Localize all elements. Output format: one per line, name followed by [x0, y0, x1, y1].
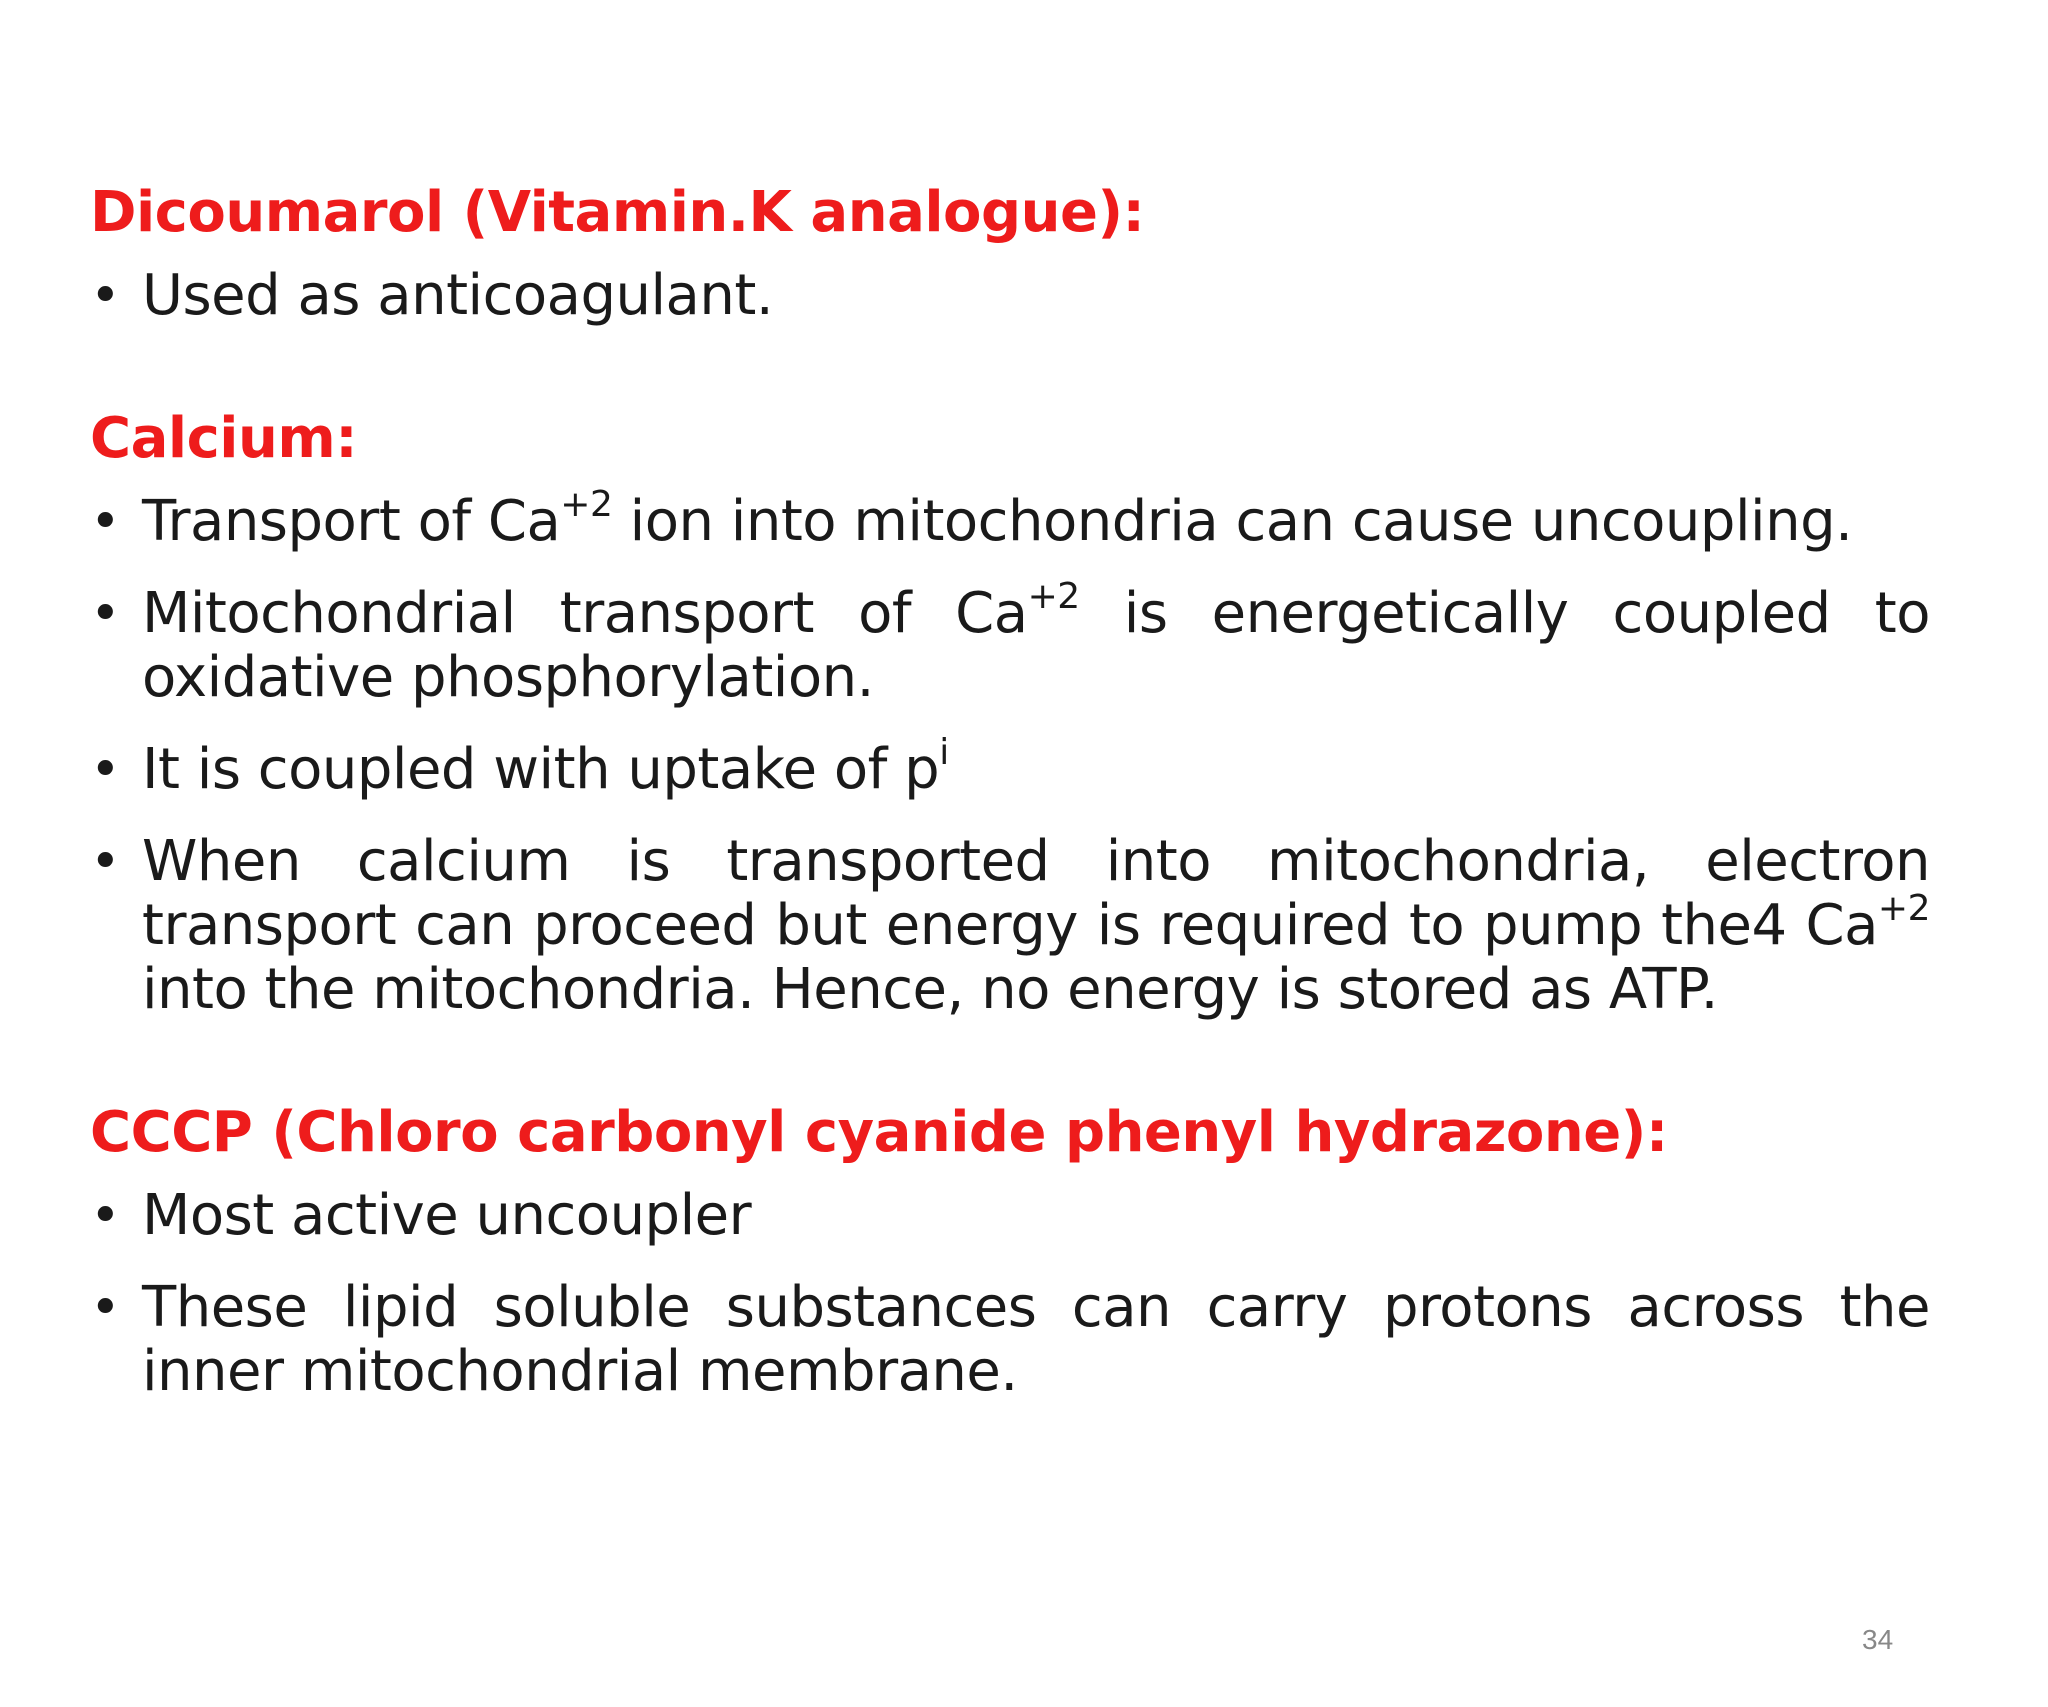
- bullet-text-post: ion into mitochondria can cause uncoupling.: [612, 489, 1853, 554]
- bullet-text: These lipid soluble substances can carry protons across the inner mitochondrial membrane.: [142, 1275, 1930, 1404]
- bullet-item: [90, 1184, 1930, 1248]
- section-dicoumarol: [90, 178, 1930, 328]
- superscript: +2: [1027, 576, 1080, 617]
- section-heading: Calcium:: [90, 406, 358, 471]
- bullet-marker: •: [90, 1278, 121, 1338]
- bullet-text: Used as anticoagulant.: [142, 263, 774, 328]
- slide-content: [90, 178, 1930, 1432]
- superscript: +2: [1877, 888, 1930, 929]
- bullet-item: [90, 732, 1930, 802]
- bullet-item: [90, 1276, 1930, 1404]
- bullet-text-post: into the mitochondria. Hence, no energy is stored as ATP.: [142, 957, 1718, 1022]
- bullet-text-pre: Transport of Ca: [142, 489, 561, 554]
- bullet-list: [90, 1184, 1930, 1404]
- bullet-text: Most active uncoupler: [142, 1183, 752, 1248]
- bullet-text-pre: Mitochondrial transport of Ca: [142, 581, 1028, 646]
- bullet-item: [90, 264, 1930, 328]
- section-calcium: [90, 404, 1930, 1022]
- bullet-marker: •: [90, 492, 121, 552]
- bullet-marker: •: [90, 584, 121, 644]
- bullet-item: [90, 576, 1930, 710]
- bullet-text-pre: It is coupled with uptake of p: [142, 737, 940, 802]
- bullet-text-pre: When calcium is transported into mitochondria, electron transport can proceed but energy is required to pump the4 Ca: [142, 829, 1930, 958]
- bullet-marker: •: [90, 266, 121, 326]
- bullet-text-post: is energetically coupled to oxidative phosphorylation.: [142, 581, 1930, 710]
- superscript: +2: [560, 484, 613, 525]
- bullet-marker: •: [90, 832, 121, 892]
- page-number: 34: [1862, 1624, 1894, 1655]
- bullet-list: [90, 484, 1930, 1022]
- bullet-marker: •: [90, 740, 121, 800]
- bullet-list: [90, 264, 1930, 328]
- section-heading: Dicoumarol (Vitamin.K analogue):: [90, 180, 1145, 245]
- bullet-marker: •: [90, 1186, 121, 1246]
- bullet-item: [90, 830, 1930, 1022]
- bullet-item: [90, 484, 1930, 554]
- section-cccp: [90, 1098, 1930, 1404]
- section-heading: CCCP (Chloro carbonyl cyanide phenyl hydrazone):: [90, 1100, 1668, 1165]
- superscript: i: [939, 732, 949, 773]
